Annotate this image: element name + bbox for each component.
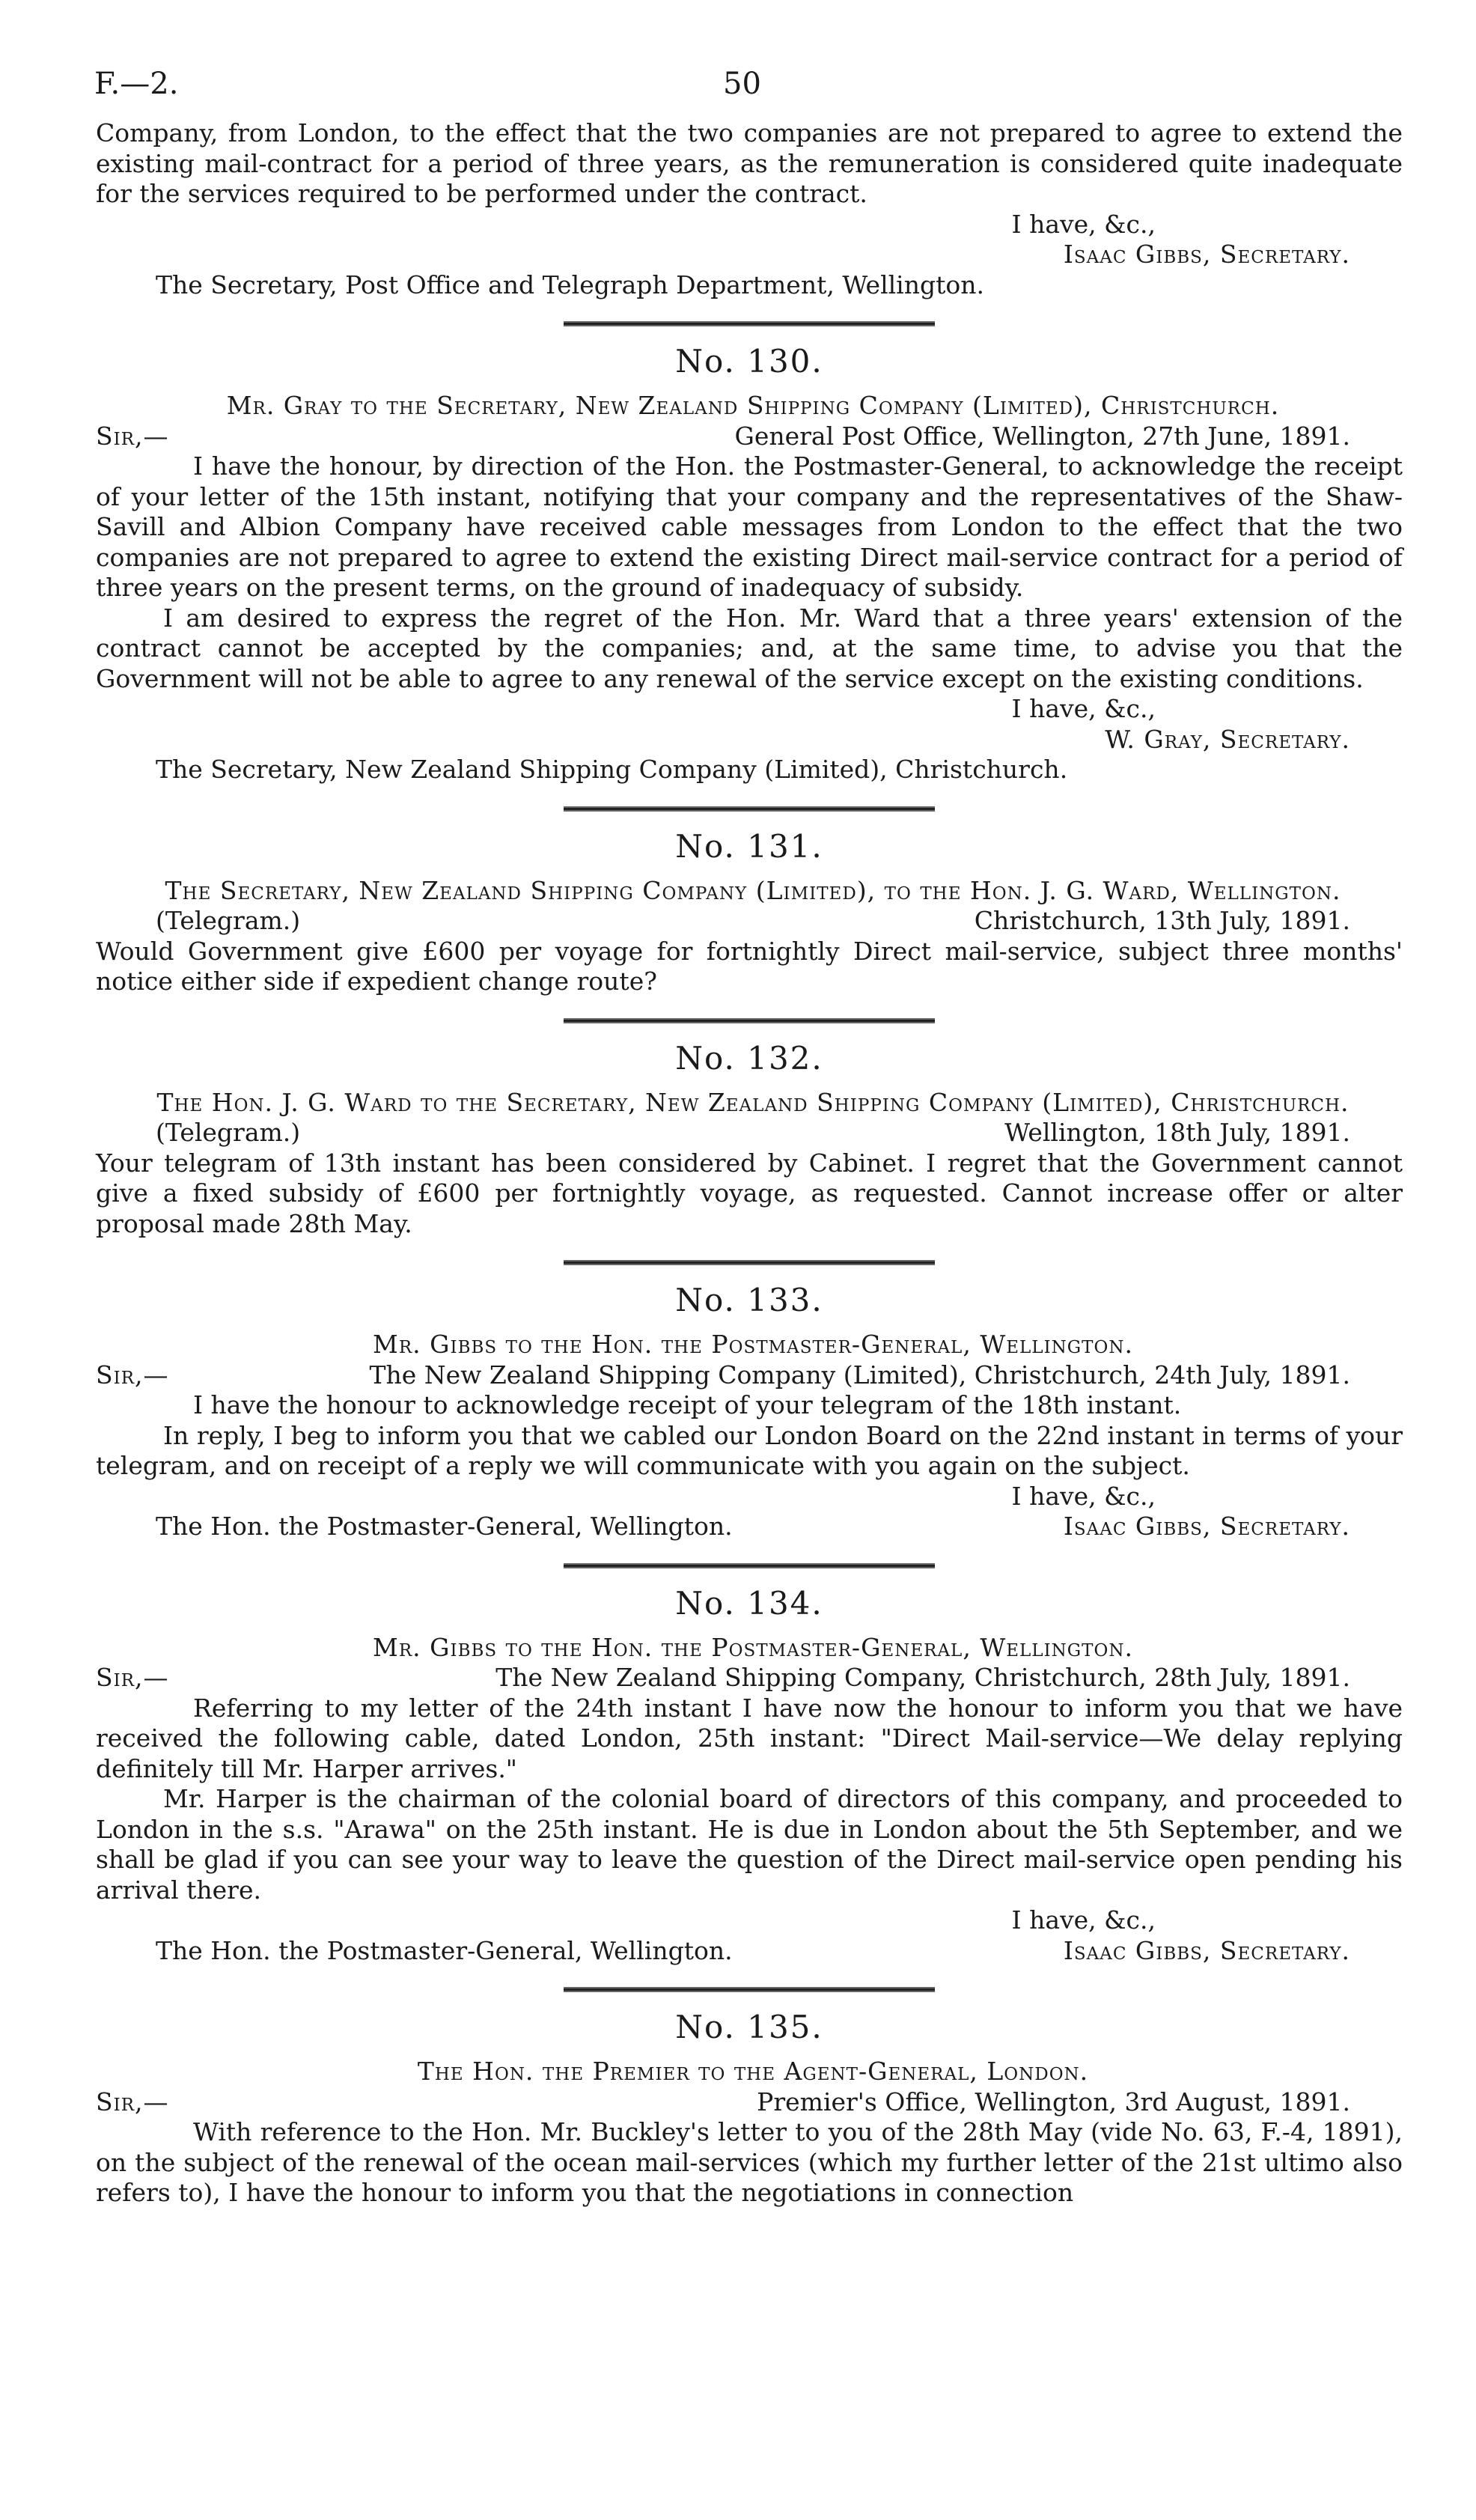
paragraph: I am desired to express the regret of the Hon. Mr. Ward that a three years' extension of the contract cannot be accepted by the companies; and, at the same time, to advise you that the Government will not be able to agree to any renewal of the service except on the existing conditions. (96, 603, 1403, 693)
running-header (96, 64, 1403, 103)
letter-134 (96, 1585, 1403, 1967)
closing: I have, &c., (1011, 1905, 1156, 1935)
telegram-label: (Telegram.) (156, 1118, 301, 1147)
telegram-row (96, 1118, 1403, 1148)
addressee: The Secretary, New Zealand Shipping Company (Limited), Christchurch. (156, 755, 1068, 784)
salutation-row (96, 2087, 1403, 2118)
letter-heading: The Secretary, New Zealand Shipping Company (Limited), to the Hon. J. G. Ward, Wellington. (165, 875, 1341, 905)
telegram-row (96, 906, 1403, 937)
addressee-row (96, 1936, 1403, 1967)
paragraph: Your telegram of 13th instant has been considered by Cabinet. I regret that the Government cannot give a fixed subsidy of £600 per fortnightly voyage, as requested. Cannot increase offer or alter proposal made 28th May. (96, 1148, 1403, 1238)
addressee: The Secretary, Post Office and Telegraph Department, Wellington. (156, 270, 984, 299)
salutation-row (96, 421, 1403, 452)
section-divider (564, 1987, 935, 1992)
section-divider (564, 806, 935, 812)
dateline: Wellington, 18th July, 1891. (1004, 1118, 1350, 1147)
section-divider (564, 321, 935, 326)
document-number: No. 131. (675, 827, 823, 865)
document-number: No. 130. (675, 343, 823, 380)
dateline: The New Zealand Shipping Company, Christchurch, 28th July, 1891. (495, 1663, 1350, 1692)
letter-heading: The Hon. J. G. Ward to the Secretary, New Zealand Shipping Company (Limited), Christchurch. (156, 1087, 1350, 1117)
letter-heading: Mr. Gray to the Secretary, New Zealand Shipping Company (Limited), Christchurch. (226, 391, 1280, 420)
section-divider (564, 1563, 935, 1568)
paragraph: In reply, I beg to inform you that we cabled our London Board on the 22nd instant in terms of your telegram, and on receipt of a reply we will communicate with you again on the subject. (96, 1420, 1403, 1480)
document-code: F.—2. (94, 67, 179, 101)
signature: Isaac Gibbs, Secretary. (1063, 1935, 1350, 1965)
letter-heading: The Hon. the Premier to the Agent-General, London. (417, 2057, 1089, 2086)
section-divider (564, 1018, 935, 1023)
letter-heading: Mr. Gibbs to the Hon. the Postmaster-General, Wellington. (373, 1330, 1133, 1359)
dateline: General Post Office, Wellington, 27th June, 1891. (734, 421, 1350, 451)
paragraph: Mr. Harper is the chairman of the colonial board of directors of this company, and proceeded to London in the s.s. "Arawa" on the 25th instant. He is due in London about the 5th September, and we shall be glad if you can see your way to leave the question of the Direct mail-service open pending his arrival there. (96, 1784, 1403, 1905)
letter-133 (96, 1282, 1403, 1542)
salutation: Sir,— (96, 2087, 169, 2116)
letter-132 (96, 1040, 1403, 1240)
page-number: 50 (723, 67, 761, 101)
intro-continuation (96, 118, 1403, 300)
signature: W. Gray, Secretary. (1105, 724, 1350, 754)
telegram-label: (Telegram.) (156, 906, 301, 935)
addressee-row (96, 1512, 1403, 1542)
salutation: Sir,— (96, 1360, 169, 1390)
dateline: Premier's Office, Wellington, 3rd August, 1891. (757, 2087, 1350, 2116)
salutation-row (96, 1663, 1403, 1693)
paragraph: With reference to the Hon. Mr. Buckley's letter to you of the 28th May (vide No. 63, F.-4, 1891), on the subject of the renewal of the ocean mail-services (which my further letter of the 21st ultimo also refers to), I have the honour to inform you that the negotiations in connection (96, 2117, 1403, 2207)
letter-heading: Mr. Gibbs to the Hon. the Postmaster-General, Wellington. (373, 1632, 1133, 1662)
document-number: No. 132. (675, 1039, 823, 1077)
document-number: No. 135. (675, 2009, 823, 2045)
salutation: Sir,— (96, 1663, 169, 1692)
closing: I have, &c., (1011, 694, 1156, 723)
signature: Isaac Gibbs, Secretary. (1063, 240, 1350, 269)
paragraph: Would Government give £600 per voyage for fortnightly Direct mail-service, subject three months' notice either side if expedient change route? (96, 936, 1403, 996)
signature: Isaac Gibbs, Secretary. (1063, 1512, 1350, 1541)
letter-130 (96, 343, 1403, 785)
salutation-row (96, 1360, 1403, 1391)
addressee: The Hon. the Postmaster-General, Wellington. (156, 1512, 733, 1541)
paragraph: I have the honour to acknowledge receipt of your telegram of the 18th instant. (193, 1390, 1182, 1419)
document-number: No. 134. (675, 1584, 823, 1622)
letter-135 (96, 2009, 1403, 2209)
closing: I have, &c., (1011, 209, 1156, 239)
section-divider (564, 1260, 935, 1265)
paragraph: Referring to my letter of the 24th instant I have now the honour to inform you that we have received the following cable, dated London, 25th instant: "Direct Mail-service—We delay replying definitely till Mr. Harper arrives." (96, 1693, 1403, 1783)
dateline: Christchurch, 13th July, 1891. (974, 906, 1350, 935)
paragraph: I have the honour, by direction of the Hon. the Postmaster-General, to acknowledge the receipt of your letter of the 15th instant, notifying that your company and the representatives of the Shaw-Savill and Albion Company have received cable messages from London to the effect that the two companies are not prepared to agree to extend the existing Direct mail-service contract for a period of three years on the present terms, on the ground of inadequacy of subsidy. (96, 451, 1403, 602)
closing: I have, &c., (1011, 1481, 1156, 1511)
letter-131 (96, 828, 1403, 997)
dateline: The New Zealand Shipping Company (Limited), Christchurch, 24th July, 1891. (369, 1360, 1350, 1390)
document-page (96, 64, 1403, 2209)
salutation: Sir,— (96, 421, 169, 451)
paragraph: Company, from London, to the effect that the two companies are not prepared to agree to extend the existing mail-contract for a period of three years, as the remuneration is considered quite inadequate for the services required to be performed under the contract. (96, 118, 1403, 208)
document-number: No. 133. (675, 1282, 823, 1318)
addressee: The Hon. the Postmaster-General, Wellington. (156, 1935, 733, 1965)
